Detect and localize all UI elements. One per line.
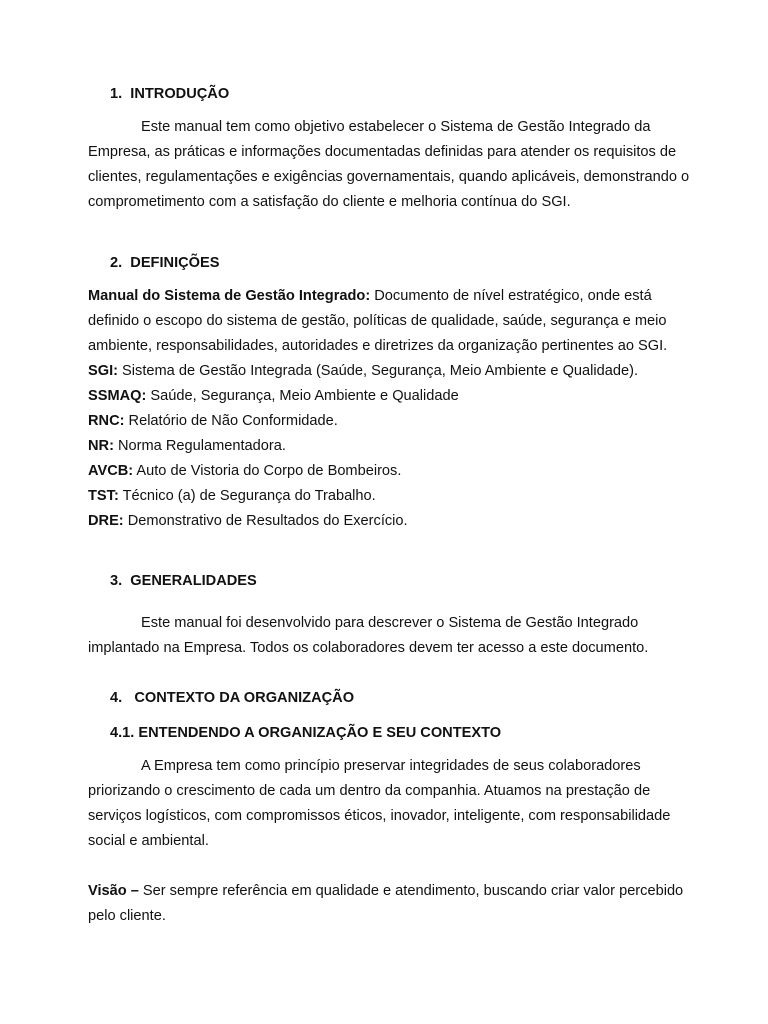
definition-term: SGI: <box>88 363 118 379</box>
definition-term: AVCB: <box>88 463 134 479</box>
section-4-paragraph-line-4: social e ambiental. <box>88 833 209 849</box>
definition-text: Relatório de Não Conformidade. <box>124 413 338 429</box>
definition-term: Manual do Sistema de Gestão Integrado: <box>88 288 371 304</box>
section-2-heading <box>110 253 730 273</box>
visao-statement-line-2: pelo cliente. <box>88 908 166 924</box>
definition-avcb <box>88 461 708 481</box>
section-2-title: DEFINIÇÕES <box>130 255 220 271</box>
definition-tst <box>88 486 708 506</box>
definition-term: SSMAQ: <box>88 388 147 404</box>
section-1-paragraph-line-4: comprometimento com a satisfação do cliente e melhoria contínua do SGI. <box>88 194 571 210</box>
section-3-paragraph-line-2: implantado na Empresa. Todos os colaboradores devem ter acesso a este documento. <box>88 640 649 656</box>
section-1-paragraph-line-3: clientes, regulamentações e exigências governamentais, quando aplicáveis, demonstrando o <box>88 169 690 185</box>
definition-term: RNC: <box>88 413 125 429</box>
section-4-title: CONTEXTO DA ORGANIZAÇÃO <box>134 690 355 706</box>
definition-manual-line-2: definido o escopo do sistema de gestão, políticas de qualidade, saúde, segurança e meio <box>88 313 667 329</box>
definition-term: NR: <box>88 438 114 454</box>
definition-text: Técnico (a) de Segurança do Trabalho. <box>118 488 376 504</box>
visao-statement <box>88 881 708 901</box>
section-4-paragraph-line-2: priorizando o crescimento de cada um dentro da companhia. Atuamos na prestação de <box>88 783 651 799</box>
definition-term: TST: <box>88 488 119 504</box>
definition-term: DRE: <box>88 513 124 529</box>
definition-nr <box>88 436 708 456</box>
subsection-4-1-heading: 4.1. ENTENDENDO A ORGANIZAÇÃO E SEU CONTEXTO <box>110 725 502 741</box>
definition-sgi <box>88 361 708 381</box>
definition-dre <box>88 511 708 531</box>
definition-manual-line-3: ambiente, responsabilidades, autoridades e diretrizes da organização pertinentes ao SGI. <box>88 338 668 354</box>
section-4-number: 4. <box>110 690 123 706</box>
section-2-number: 2. <box>110 255 123 271</box>
section-3-title: GENERALIDADES <box>130 573 257 589</box>
section-3-number: 3. <box>110 573 123 589</box>
definition-ssmaq <box>88 386 708 406</box>
section-3-paragraph-line-1: Este manual foi desenvolvido para descrever o Sistema de Gestão Integrado <box>141 615 639 631</box>
definition-manual <box>88 286 708 306</box>
visao-text: Ser sempre referência em qualidade e atendimento, buscando criar valor percebido <box>138 883 684 899</box>
definition-text: Documento de nível estratégico, onde está <box>370 288 652 304</box>
definition-text: Saúde, Segurança, Meio Ambiente e Qualidade <box>146 388 459 404</box>
section-1-number: 1. <box>110 86 123 102</box>
visao-term: Visão – <box>88 883 139 899</box>
definition-text: Auto de Vistoria do Corpo de Bombeiros. <box>133 463 402 479</box>
section-4-heading <box>110 688 730 708</box>
section-1-paragraph-line-2: Empresa, as práticas e informações documentadas definidas para atender os requisitos de <box>88 144 677 160</box>
section-3-heading <box>110 571 730 591</box>
definition-rnc <box>88 411 708 431</box>
section-1-heading <box>110 84 730 104</box>
section-4-paragraph-line-3: serviços logísticos, com compromissos éticos, inovador, inteligente, com responsabilidade <box>88 808 671 824</box>
definition-text: Sistema de Gestão Integrada (Saúde, Segurança, Meio Ambiente e Qualidade). <box>118 363 639 379</box>
section-1-title: INTRODUÇÃO <box>130 86 230 102</box>
definition-text: Norma Regulamentadora. <box>113 438 286 454</box>
section-4-paragraph-line-1: A Empresa tem como princípio preservar integridades de seus colaboradores <box>141 758 641 774</box>
section-1-paragraph-line-1: Este manual tem como objetivo estabelecer o Sistema de Gestão Integrado da <box>141 119 651 135</box>
definition-text: Demonstrativo de Resultados do Exercício. <box>123 513 408 529</box>
